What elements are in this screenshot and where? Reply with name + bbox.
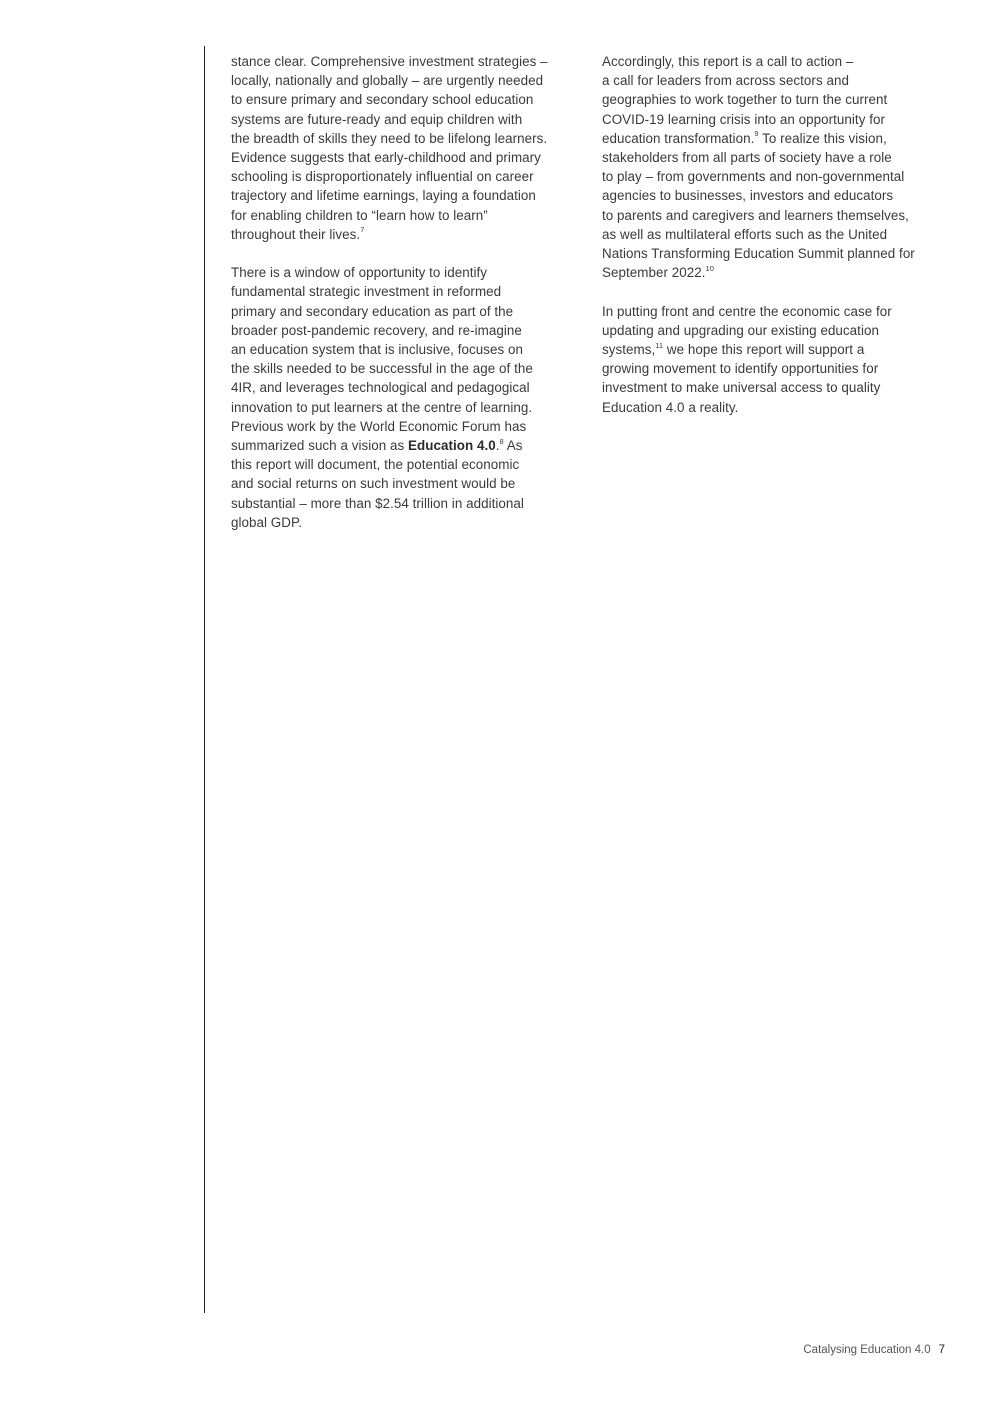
text-line: Previous work by the World Economic Forum has xyxy=(231,418,527,434)
text-line: the breadth of skills they need to be lifelong learners. xyxy=(231,130,548,146)
text-fragment: education transformation. xyxy=(602,130,755,146)
text-line: stance clear. Comprehensive investment strategies – xyxy=(231,54,548,69)
left-paragraph-1 xyxy=(231,52,576,244)
text-line: a call for leaders from across sectors and xyxy=(602,73,849,89)
text-line: In putting front and centre the economic case for xyxy=(602,303,892,319)
footnote-ref-8: 8 xyxy=(499,436,504,446)
text-line: growing movement to identify opportunities for xyxy=(602,361,879,377)
text-fragment: summarized such a vision as xyxy=(231,438,409,454)
text-line: schooling is disproportionately influential on career xyxy=(231,169,534,185)
footnote-ref-9: 9 xyxy=(754,129,759,139)
text-line xyxy=(231,436,576,455)
text-fragment: As xyxy=(503,438,523,454)
text-line: Education 4.0 a reality. xyxy=(602,399,739,415)
margin-rule xyxy=(204,46,205,1313)
text-line: agencies to businesses, investors and educators xyxy=(602,188,894,204)
footnote-ref-11: 11 xyxy=(655,340,664,350)
text-line: substantial – more than $2.54 trillion in additional xyxy=(231,495,524,511)
text-line: and social returns on such investment would be xyxy=(231,476,516,492)
page-number: 7 xyxy=(938,1344,945,1356)
text-line: this report will document, the potential economic xyxy=(231,457,520,473)
left-column xyxy=(231,52,576,551)
text-line: stakeholders from all parts of society have a role xyxy=(602,150,892,166)
text-line xyxy=(602,129,947,148)
text-line: primary and secondary education as part of the xyxy=(231,303,514,319)
text-line: investment to make universal access to quality xyxy=(602,380,881,396)
text-line: locally, nationally and globally – are urgently needed xyxy=(231,73,544,89)
text-line: systems are future-ready and equip children with xyxy=(231,111,523,127)
text-line: to play – from governments and non-governmental xyxy=(602,169,905,185)
text-line: innovation to put learners at the centre of learning. xyxy=(231,399,533,415)
education-4-0-emphasis: Education 4.0 xyxy=(408,438,496,454)
text-line: Nations Transforming Education Summit planned for xyxy=(602,246,915,262)
text-line: Evidence suggests that early-childhood and primary xyxy=(231,150,541,166)
text-line: COVID-19 learning crisis into an opportunity for xyxy=(602,111,885,127)
text-fragment: throughout their lives. xyxy=(231,226,361,242)
text-fragment: . xyxy=(495,438,500,454)
text-line: geographies to work together to turn the current xyxy=(602,92,888,108)
text-line: the skills needed to be successful in the age of the xyxy=(231,361,533,377)
right-column xyxy=(602,52,947,436)
text-line: trajectory and lifetime earnings, laying a foundation xyxy=(231,188,536,204)
page-footer xyxy=(803,1344,945,1356)
text-line: for enabling children to “learn how to learn” xyxy=(231,207,488,223)
text-fragment: systems, xyxy=(602,342,656,358)
text-line xyxy=(602,340,947,359)
text-line: There is a window of opportunity to identify xyxy=(231,265,488,281)
text-line: an education system that is inclusive, focuses on xyxy=(231,342,523,358)
footnote-ref-7: 7 xyxy=(360,225,365,235)
footnote-ref-10: 10 xyxy=(705,263,714,273)
text-fragment: September 2022. xyxy=(602,265,706,281)
text-line: 4IR, and leverages technological and pedagogical xyxy=(231,380,530,396)
text-line: to ensure primary and secondary school education xyxy=(231,92,534,108)
text-line: as well as multilateral efforts such as the United xyxy=(602,226,888,242)
text-line: to parents and caregivers and learners themselves, xyxy=(602,207,909,223)
text-line: Accordingly, this report is a call to action – xyxy=(602,54,854,69)
text-fragment: we hope this report will support a xyxy=(663,342,865,358)
right-paragraph-2 xyxy=(602,302,947,417)
right-paragraph-1 xyxy=(602,52,947,282)
text-line: updating and upgrading our existing education xyxy=(602,322,879,338)
text-line: global GDP. xyxy=(231,514,303,530)
text-line: broader post-pandemic recovery, and re-imagine xyxy=(231,322,522,338)
footer-report-title: Catalysing Education 4.0 xyxy=(803,1344,931,1356)
text-line: fundamental strategic investment in reformed xyxy=(231,284,502,300)
text-fragment: To realize this vision, xyxy=(758,130,887,146)
left-paragraph-2 xyxy=(231,263,576,532)
text-line xyxy=(602,263,947,282)
text-line xyxy=(231,225,576,244)
